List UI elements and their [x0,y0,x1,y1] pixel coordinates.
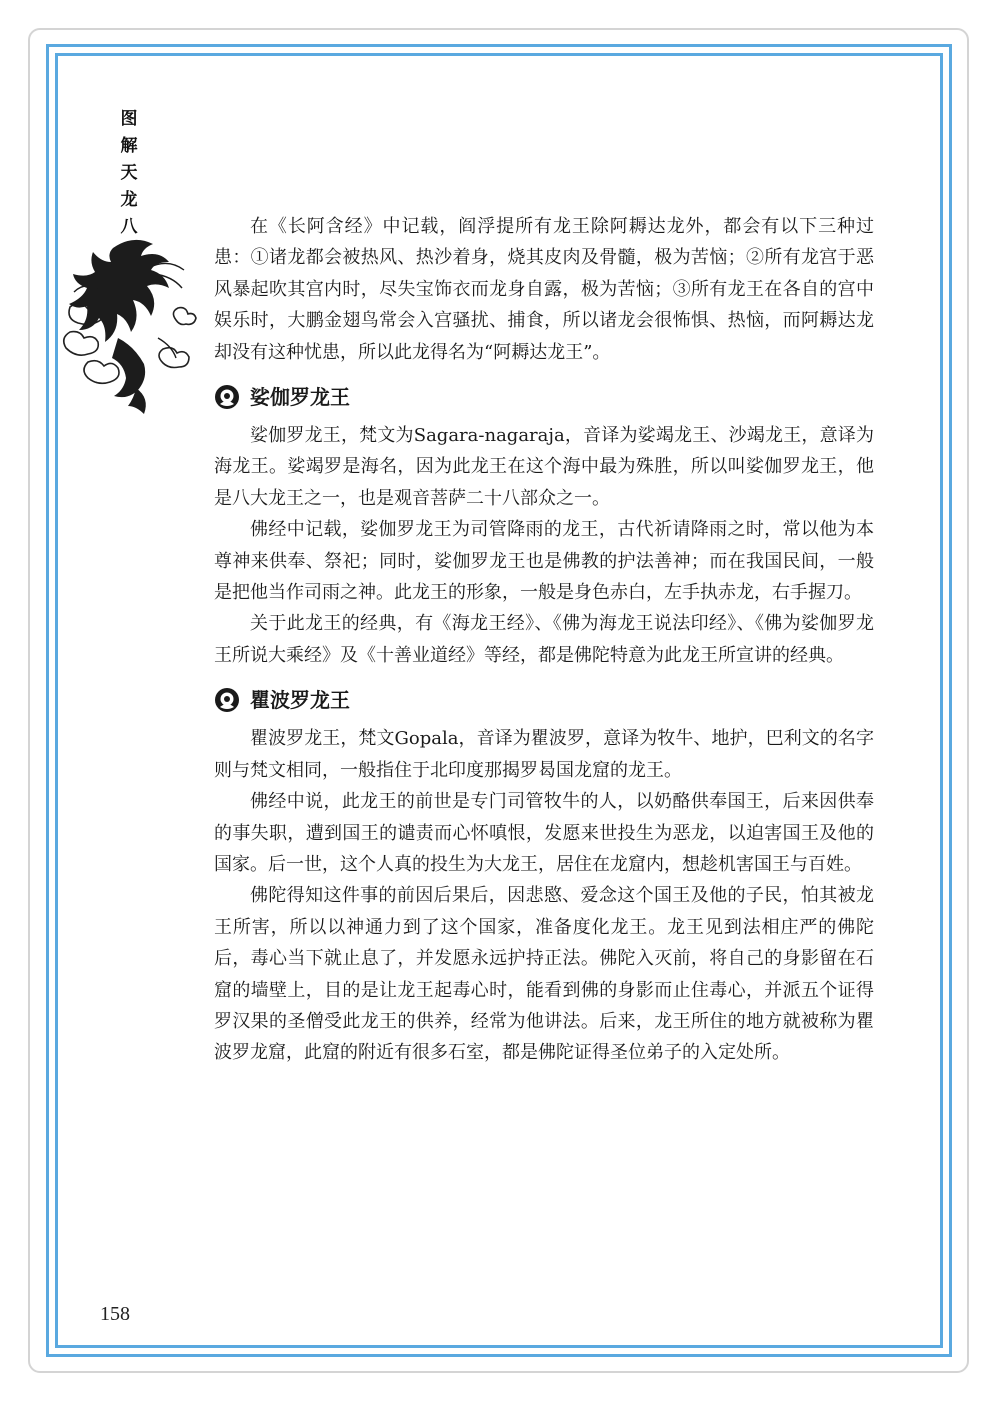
running-title-char: 解 [120,136,138,156]
running-title-char: 天 [120,163,138,183]
intro-paragraph: 在《长阿含经》中记载，阎浮提所有龙王除阿耨达龙外，都会有以下三种过患：①诸龙都会被热风、热沙着身，烧其皮肉及骨髓，极为苦恼；②所有龙宫于恶风暴起吹其宫内时，尽失宝饰衣而龙身自露，极为苦恼；③所有龙王在各自的宫中娱乐时，大鹏金翅鸟常会入宫骚扰、捕食，所以诸龙会很怖惧、热恼，而阿耨达龙却没有这种忧患，所以此龙得名为“阿耨达龙王”。 [214,216,874,363]
running-title-char: 图 [120,109,138,129]
article-body [214,211,874,1069]
running-title-char: 龙 [120,190,138,210]
running-title-char: 八 [120,217,138,237]
section-paragraph: 关于此龙王的经典，有《海龙王经》、《佛为海龙王说法印经》、《佛为娑伽罗龙王所说大乘经》及《十善业道经》等经，都是佛陀特意为此龙王所宣讲的经典。 [214,613,874,666]
section-paragraph: 瞿波罗龙王，梵文Gopala，音译为瞿波罗，意译为牧牛、地护，巴利文的名字则与梵文相同，一般指住于北印度那揭罗曷国龙窟的龙王。 [214,728,874,781]
lotus-icon [214,687,240,713]
section-title: 瞿波罗龙王 [250,688,350,713]
section-title: 娑伽罗龙王 [250,385,350,410]
section-paragraph: 娑伽罗龙王，梵文为Sagara-nagaraja，音译为娑竭龙王、沙竭龙王，意译为海龙王。娑竭罗是海名，因为此龙王在这个海中最为殊胜，所以叫娑伽罗龙王，他是八大龙王之一，也是观音菩萨二十八部众之一。 [214,425,874,509]
section-heading [214,382,874,412]
page-number: 158 [100,1303,130,1325]
lotus-icon [214,384,240,410]
section-paragraph: 佛经中记载，娑伽罗龙王为司管降雨的龙王，古代祈请降雨之时，常以他为本尊神来供奉、祭祀；同时，娑伽罗龙王也是佛教的护法善神；而在我国民间，一般是把他当作司雨之神。此龙王的形象，一般是身色赤白，左手执赤龙，右手握刀。 [214,519,874,604]
section-paragraph: 佛陀得知这件事的前因后果后，因悲愍、爱念这个国王及他的子民，怕其被龙王所害，所以以神通力到了这个国家，准备度化龙王。龙王见到法相庄严的佛陀后，毒心当下就止息了，并发愿永远护持正法。佛陀入灭前，将自己的身影留在石窟的墙壁上，目的是让龙王起毒心时，能看到佛的身影而止住毒心，并派五个证得罗汉果的圣僧受此龙王的供养，经常为他讲法。后来，龙王所住的地方就被称为瞿波罗龙窟，此窟的附近有很多石室，都是佛陀证得圣位弟子的入定处所。 [214,885,874,1064]
dragon-illustration [58,228,208,418]
section-paragraph: 佛经中说，此龙王的前世是专门司管牧牛的人，以奶酪供奉国王，后来因供奉的事失职，遭到国王的谴责而心怀嗔恨，发愿来世投生为恶龙，以迫害国王及他的国家。后一世，这个人真的投生为大龙王，居住在龙窟内，想趁机害国王与百姓。 [214,791,874,875]
section-heading [214,685,874,715]
